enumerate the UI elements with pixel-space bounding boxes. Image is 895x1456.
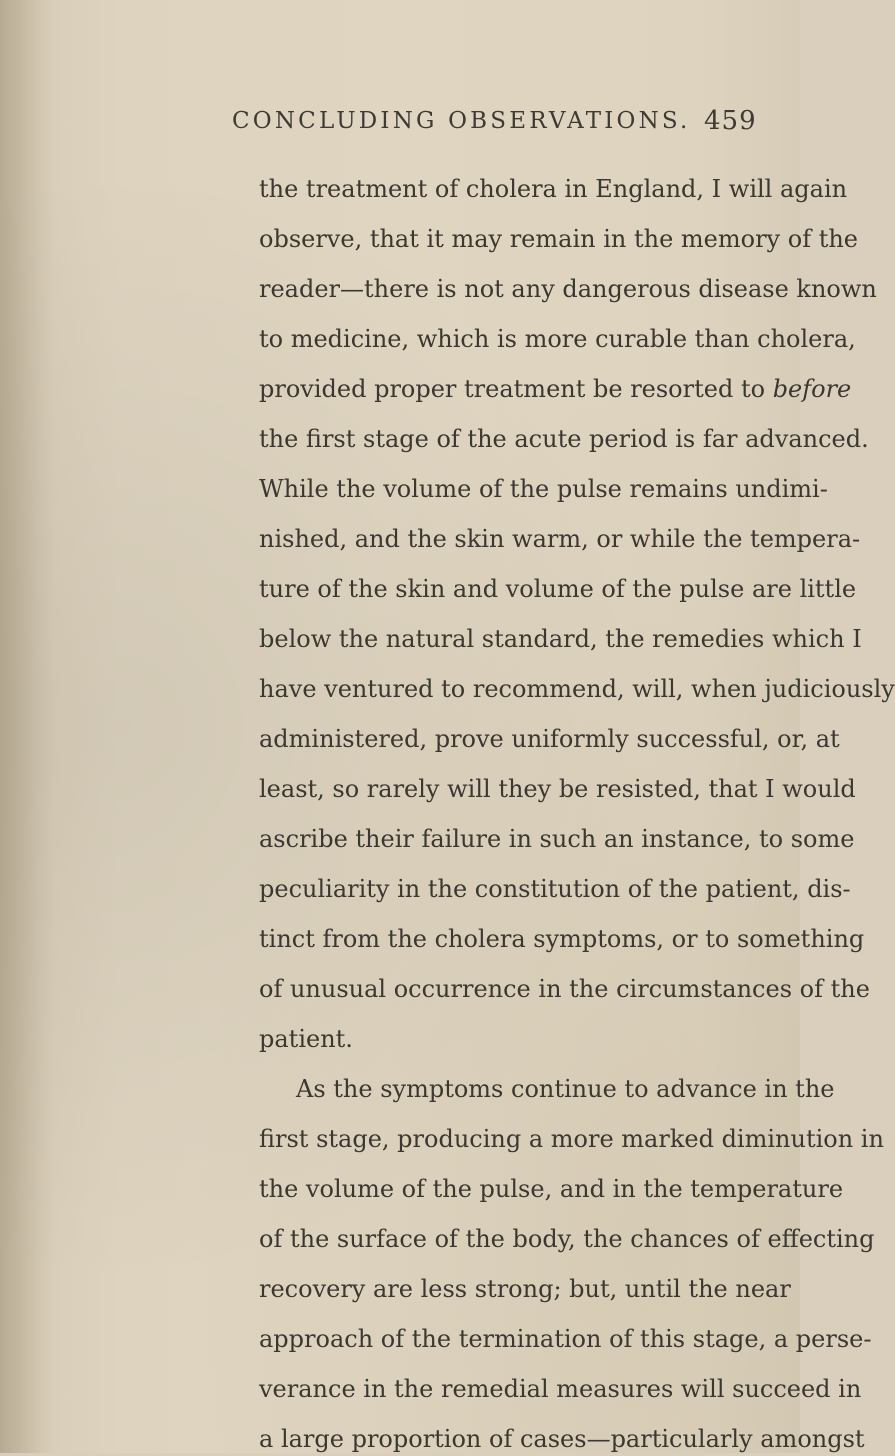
text-line: nished, and the skin warm, or while the tempera- [259,525,861,553]
text-line: a large proportion of cases—particularly amongst [259,1425,865,1453]
text-line: observe, that it may remain in the memory of the [259,225,859,253]
text-line: While the volume of the pulse remains undimi- [259,475,828,503]
text-line: ture of the skin and volume of the pulse are little [259,575,857,603]
text-line: the first stage of the acute period is far advanced. [259,425,869,453]
text-line: of unusual occurrence in the circumstances of the [259,975,870,1003]
text-line: verance in the remedial measures will succeed in [259,1375,862,1403]
text-line: approach of the termination of this stage, a perse- [259,1325,872,1353]
text-line: As the symptoms continue to advance in the [296,1075,835,1103]
text-line: recovery are less strong; but, until the near [259,1275,791,1303]
page-number: 459 [704,106,757,136]
text-line: tinct from the cholera symptoms, or to something [259,925,865,953]
text-line: administered, prove uniformly successful, or, at [259,725,840,753]
text-line: peculiarity in the constitution of the patient, dis- [259,875,851,903]
text-line [259,372,852,406]
running-title: CONCLUDING OBSERVATIONS. [232,108,691,134]
text-line: have ventured to recommend, will, when judiciously [259,675,895,703]
text-line: least, so rarely will they be resisted, that I would [259,775,856,803]
text-line: the treatment of cholera in England, I will again [259,175,848,203]
text-line: patient. [259,1025,353,1053]
text-line: reader—there is not any dangerous disease known [259,275,877,303]
text-line: the volume of the pulse, and in the temperature [259,1175,844,1203]
text-line: below the natural standard, the remedies which I [259,625,862,653]
text-segment: provided proper treatment be resorted to [259,375,766,403]
text-line: ascribe their failure in such an instance, to some [259,825,855,853]
text-line: of the surface of the body, the chances of effecting [259,1225,875,1253]
text-line: first stage, producing a more marked diminution in [259,1125,884,1153]
italic-word: before [772,375,852,403]
text-line: to medicine, which is more curable than cholera, [259,325,856,353]
